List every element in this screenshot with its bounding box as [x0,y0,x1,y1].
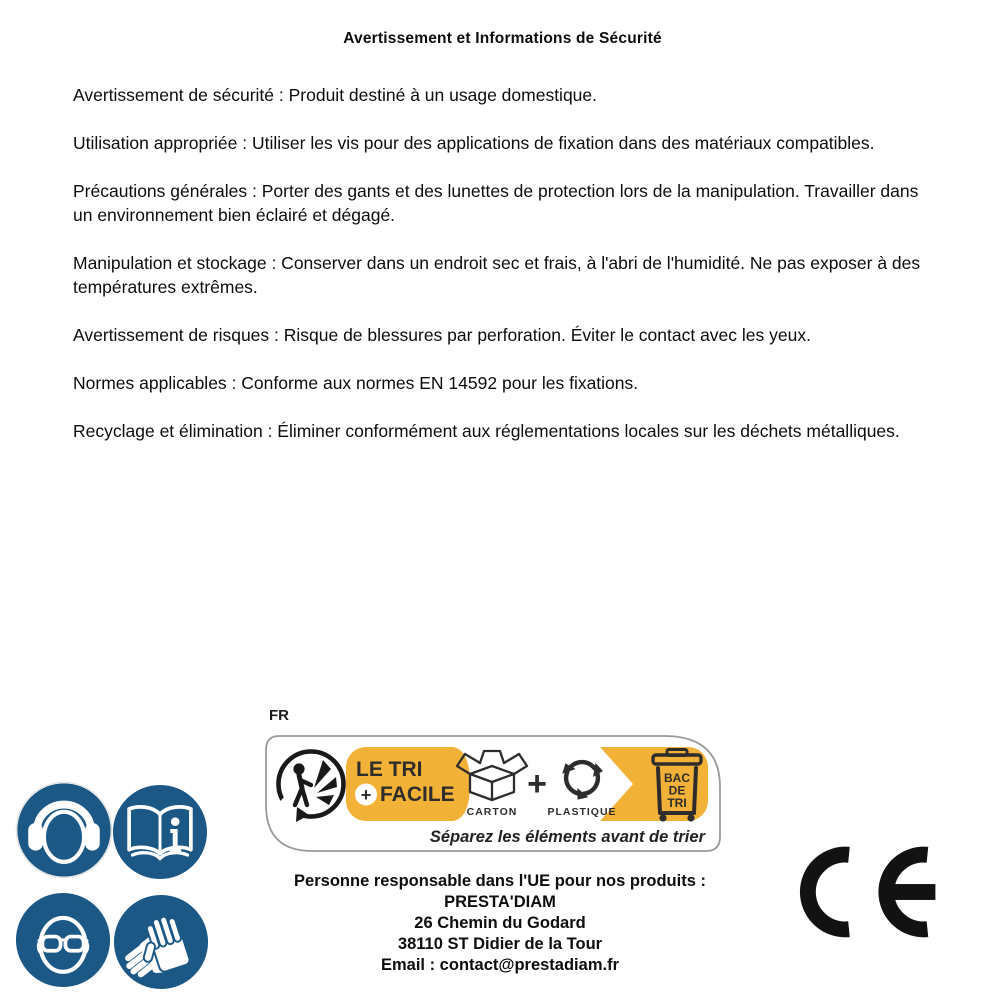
info-tri-recycling-label [264,735,722,853]
ce-marking-icon [799,842,941,942]
paragraph-appropriate-use: Utilisation appropriée : Utiliser les vis pour des applications de fixation dans des matériaux compatibles. [73,133,875,153]
paragraph-risk-warning: Avertissement de risques : Risque de blessures par perforation. Éviter le contact avec les yeux. [73,325,811,345]
material-carton-label: CARTON [466,806,518,818]
bin-line-de: DE [668,783,686,798]
wear-eye-protection-icon [14,891,112,989]
responsible-address-street: 26 Chemin du Godard [414,914,586,932]
sorting-note: Séparez les éléments avant de trier [429,828,705,846]
wear-ear-protection-icon [15,781,113,879]
responsible-company-name: PRESTA'DIAM [444,893,556,911]
material-plastique-label: PLASTIQUE [547,806,617,818]
responsible-intro-line: Personne responsable dans l'UE pour nos produits : [294,872,706,890]
safety-paragraphs [73,83,935,467]
paragraph-recycling-disposal: Recyclage et élimination : Éliminer conformément aux réglementations locales sur les déchets métalliques. [73,421,900,441]
paragraph-general-precautions: Précautions générales : Porter des gants et des lunettes de protection lors de la manipulation. Travailler dans un environnement bien éclairé et dégagé. [73,181,919,225]
ce-marking [799,842,941,947]
paragraph-safety-warning: Avertissement de sécurité : Produit destiné à un usage domestique. [73,85,598,105]
responsible-person-block [150,871,850,976]
paragraph-handling-storage: Manipulation et stockage : Conserver dans un endroit sec et frais, à l'abri de l'humidité. Ne pas exposer à des températures extrêmes. [73,253,921,297]
headline-facile: FACILE [380,783,455,806]
page-title: Avertissement et Informations de Sécurité [343,30,662,47]
read-instruction-manual-icon [111,783,209,881]
plus-badge: + [360,785,372,805]
paragraph-applicable-standards: Normes applicables : Conforme aux normes EN 14592 pour les fixations. [73,373,639,393]
bin-line-bac: BAC [664,771,690,785]
responsible-address-city: 38110 ST Didier de la Tour [397,935,603,953]
country-code-label: FR [269,707,289,724]
bin-line-tri: TRI [667,796,687,810]
materials-plus-sign: + [527,765,547,803]
responsible-email: Email : contact@prestadiam.fr [381,956,619,974]
headline-le-tri: LE TRI [356,758,423,781]
